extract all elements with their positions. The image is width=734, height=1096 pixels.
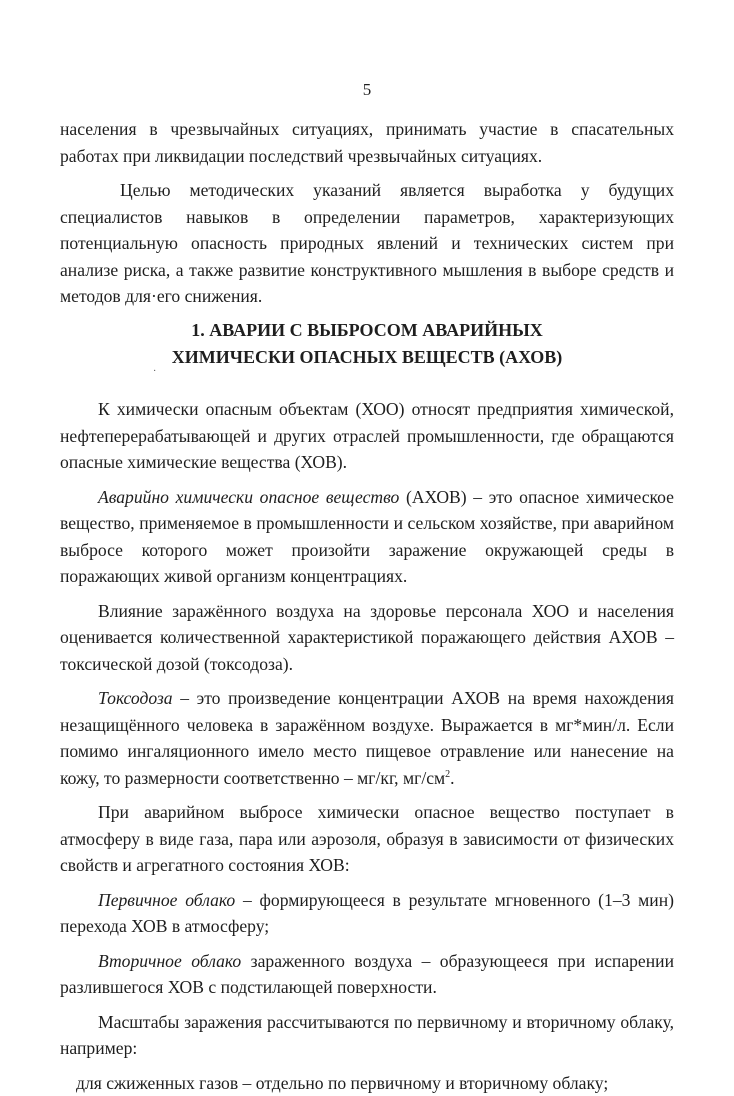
ahov-definition-paragraph [60,484,674,590]
secondary-cloud-term: Вторичное облако [98,951,241,971]
liquefied-gases-paragraph: для сжиженных газов – отдельно по первичному и вторичному облаку; [60,1070,674,1096]
section-heading-line-2: ХИМИЧЕСКИ ОПАСНЫХ ВЕЩЕСТВ (АХОВ) [60,344,674,371]
release-paragraph: При аварийном выбросе химически опасное вещество поступает в атмосферу в виде газа, пара или аэрозоля, образуя в зависимости от физических свойств и агрегатного состояния ХОВ: [60,799,674,879]
toxodose-text: – это произведение концентрации АХОВ на время нахождения незащищённого человека в заражённом воздухе. Выражается в мг*мин/л. Если помимо ингаляционного имело место пищевое отравление или нанесение на кожу, то размерности соответственно – мг/кг, мг/см [60,688,674,788]
squared-superscript: 2 [445,769,450,780]
secondary-cloud-text: зараженного воздуха – образующееся при испарении разлившегося ХОВ с подстилающей поверхности. [60,951,674,998]
section-body [60,396,674,1096]
influence-paragraph: Влияние заражённого воздуха на здоровье персонала ХОО и населения оценивается количественной характеристикой поражающего действия АХОВ – токсической дозой (токсодоза). [60,598,674,678]
section-heading [60,317,674,371]
scan-speck: · [153,366,156,377]
page-number: 5 [0,80,734,100]
hazardous-objects-paragraph: К химически опасным объектам (ХОО) относят предприятия химической, нефтеперерабатывающей и других отраслей промышленности, где обращаются опасные химические вещества (ХОВ). [60,396,674,476]
toxodose-end: . [450,768,454,788]
primary-cloud-paragraph [60,887,674,940]
intro-continuation-paragraph: населения в чрезвычайных ситуациях, принимать участие в спасательных работах при ликвидации последствий чрезвычайных ситуациях. [60,116,674,169]
intro-block [60,116,674,310]
purpose-paragraph: Целью методических указаний является выработка у будущих специалистов навыков в определении параметров, характеризующих потенциальную опасность природных явлений и технических систем при анализе риска, а также развитие конструктивного мышления в выборе средств и методов для·его снижения. [60,177,674,310]
toxodose-term: Токсодоза [98,688,173,708]
section-heading-line-1: 1. АВАРИИ С ВЫБРОСОМ АВАРИЙНЫХ [60,317,674,344]
primary-cloud-text: – формирующееся в результате мгновенного (1–3 мин) перехода ХОВ в атмосферу; [60,890,674,937]
toxodose-paragraph [60,685,674,791]
ahov-definition-text: (АХОВ) – это опасное химическое вещество, применяемое в промышленности и сельском хозяйстве, при аварийном выбросе которого может произойти заражение окружающей среды в поражающих живой организм концентрациях. [60,487,674,587]
primary-cloud-term: Первичное облако [98,890,235,910]
secondary-cloud-paragraph [60,948,674,1001]
ahov-term: Аварийно химически опасное вещество [98,487,399,507]
scale-paragraph: Масштабы заражения рассчитываются по первичному и вторичному облаку, например: [60,1009,674,1062]
